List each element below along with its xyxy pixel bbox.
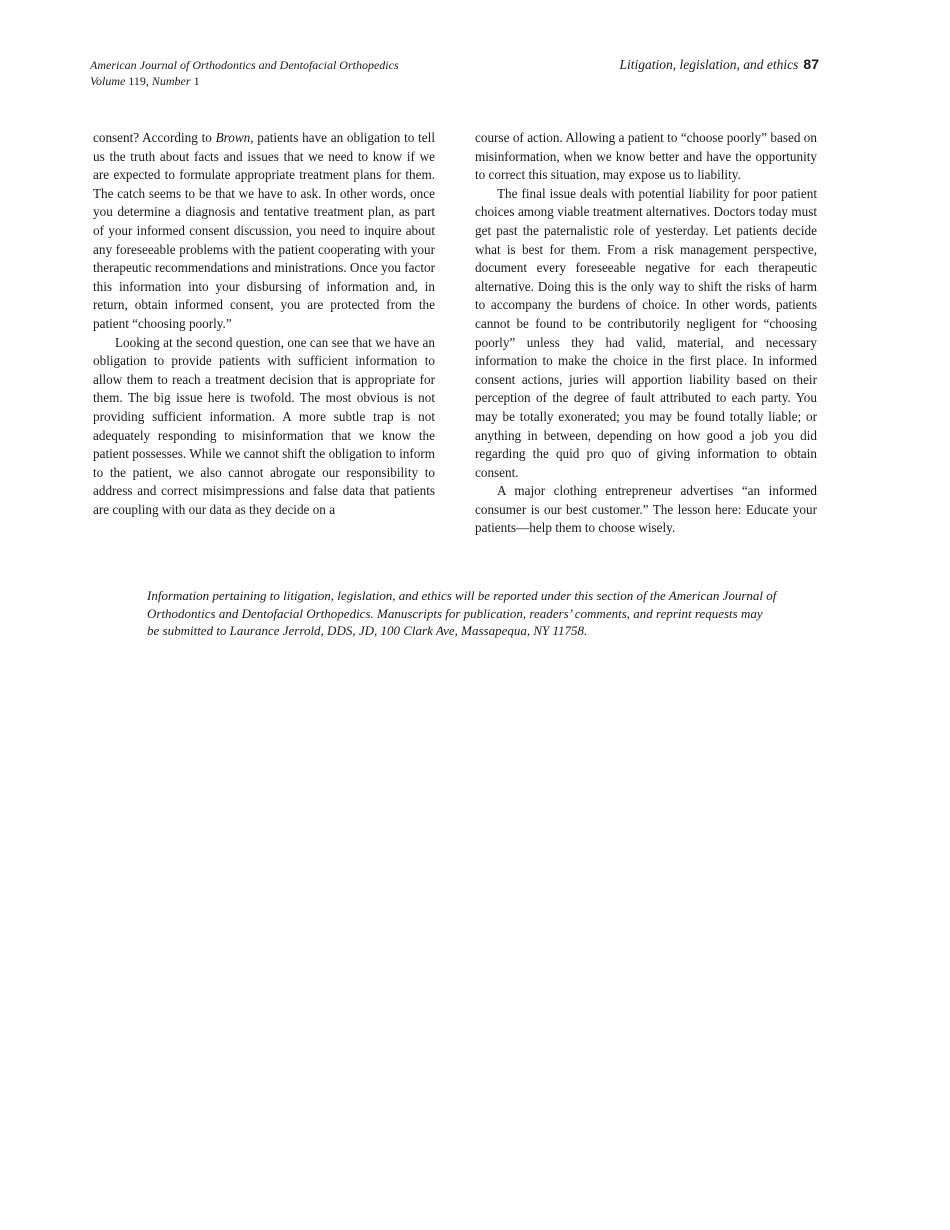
section-title: Litigation, legislation, and ethics xyxy=(619,57,799,72)
paragraph: Looking at the second question, one can see that we have an obligation to provide patients with sufficient information to allow them to reach a treatment decision that is appropriate for them. The big issue here is twofold. The most obvious is not providing sufficient information. A more subtle trap is not adequately responding to misinformation that we know the patient possesses. While we cannot shift the obligation to inform to the patient, we also cannot abrogate our responsibility to address and correct misimpressions and false data that patients are coupling with our data as they decide on a xyxy=(93,334,435,517)
volume-number: 119 xyxy=(128,74,146,88)
number-label: Number xyxy=(151,74,191,88)
case-name: Brown xyxy=(215,130,251,145)
section-note: Information pertaining to litigation, legislation, and ethics will be reported under this section of the American Journal of Orthodontics and Dentofacial Orthopedics. Manuscripts for publication, readers’ comments, and reprint requests may be submitted to Laurance Jerrold, DDS, JD, 100 Clark Ave, Massapequa, NY 11758. xyxy=(147,588,777,638)
issue-number: 1 xyxy=(193,74,200,88)
paragraph: The final issue deals with potential liability for poor patient choices among viable treatment alternatives. Doctors today must get past the paternalistic role of yesterday. Let patients decide what is best for them. From a risk management perspective, document every foreseeable negative for each therapeutic alternative. Doing this is the only way to shift the risks of harm to accompany the burdens of choice. In other words, patients cannot be found to be contributorily negligent for “choosing poorly” unless they had valid, material, and necessary information to make the choice in the first place. In informed consent actions, juries will apportion liability based on their perception of the degree of fault attributed to each party. You may be totally exonerated; you may be found totally liable; or anything in between, depending on how good a job you did regarding the quid pro quo of giving information to obtain consent. xyxy=(475,185,817,480)
right-column xyxy=(475,129,817,538)
left-column xyxy=(93,129,435,519)
journal-name: American Journal of Orthodontics and Dentofacial Orthopedics xyxy=(90,58,399,72)
paragraph: course of action. Allowing a patient to “choose poorly” based on misinformation, when we know better and have the opportunity to correct this situation, may expose us to liability. xyxy=(475,130,817,183)
paragraph: A major clothing entrepreneur advertises “an informed consumer is our best customer.” The lesson here: Educate your patients—help them to choose wisely. xyxy=(475,483,817,536)
volume-label: Volume xyxy=(90,74,126,88)
running-header-journal xyxy=(90,57,399,89)
volume-issue-line: Volume 119, Number 1 xyxy=(90,74,200,88)
running-header-section xyxy=(620,55,819,74)
paragraph: consent? According to Brown, patients have an obligation to tell us the truth about facts and issues that we need to know if we are expected to formulate appropriate treatment plans for them. The catch seems to be that we have to ask. In other words, once you determine a diagnosis and tentative treatment plan, as part of your informed consent discussion, you need to inquire about any foreseeable problems with the patient cooperating with your therapeutic recommendations and ministrations. Once you factor this information into your disbursing of information and, in return, obtain informed consent, you are protected from the patient “choosing poorly.” xyxy=(93,130,435,331)
page-number: 87 xyxy=(803,56,819,72)
